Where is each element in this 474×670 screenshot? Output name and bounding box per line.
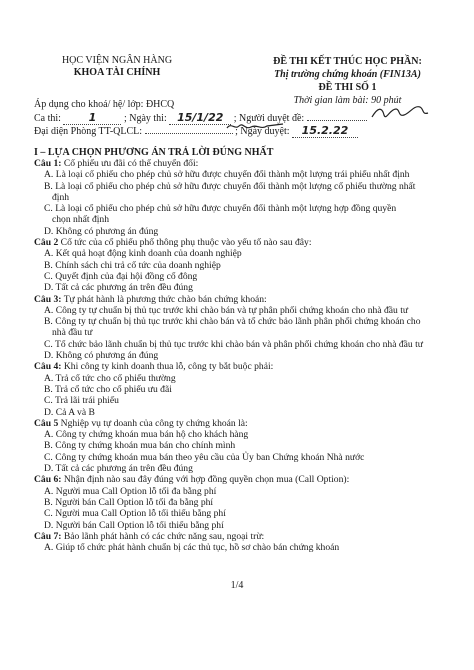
- approve-date-label: ; Ngày duyệt:: [235, 126, 290, 137]
- answer-option: D. Tất cả các phương án trên đều đúng: [44, 282, 193, 294]
- question-stem: [34, 531, 454, 542]
- course-name: Thị trường chứng khoán (FIN13A): [274, 69, 421, 80]
- answer-option: B. Người bán Call Option lỗ tối đa bằng phí: [44, 496, 214, 508]
- question-text: Tự phát hành là phương thức chào bán chứng khoán:: [63, 293, 267, 305]
- question-stem: [34, 237, 454, 248]
- approver-field: [307, 120, 367, 121]
- section-title: I – LỰA CHỌN PHƯƠNG ÁN TRẢ LỜI ĐÚNG NHẤT: [34, 147, 274, 158]
- question: [34, 294, 454, 362]
- answer-option: D. Cả A và B: [44, 406, 95, 418]
- question-list: [34, 158, 454, 553]
- exam-duration: Thời gian làm bài: 90 phút: [293, 95, 402, 106]
- answer-option: B. Công ty tự chuẩn bị thủ tục trước khi chào bán và tổ chức bảo lãnh phân phối chứng khoán cho: [44, 316, 421, 328]
- answer-option: B. Chính sách chi trả cổ tức của doanh nghiệp: [44, 259, 221, 271]
- approve-date-value: 15.2.22: [292, 125, 358, 138]
- answer-option: D. Không có phương án đúng: [44, 225, 159, 237]
- date-value: 15/1/22: [169, 112, 231, 125]
- question: [34, 474, 454, 530]
- exam-title: ĐỀ THI KẾT THÚC HỌC PHẦN:: [273, 56, 422, 67]
- question: [34, 531, 454, 554]
- question-text: Cổ tức của cổ phiếu phổ thông phụ thuộc vào yếu tố nào sau đây:: [60, 237, 312, 249]
- rep-signature: [225, 118, 285, 134]
- answer-option: A. Giúp tổ chức phát hành chuẩn bị các thủ tục, hồ sơ chào bán chứng khoán: [44, 542, 340, 554]
- faculty-name: KHOA TÀI CHÍNH: [73, 67, 161, 78]
- answer-option: C. Quyết định của đại hội đồng cổ đông: [44, 270, 198, 282]
- question-number: Câu 4:: [34, 361, 62, 373]
- answer-option: C. Công ty chứng khoán mua bán theo yêu cầu của Ủy ban Chứng khoán Nhà nước: [44, 451, 365, 463]
- header-left: [52, 55, 182, 79]
- question: [34, 158, 454, 237]
- shift-label: Ca thi:: [34, 113, 61, 124]
- answer-option: D. Tất cả các phương án trên đều đúng: [44, 463, 193, 475]
- answer-option: A. Công ty tự chuẩn bị thủ tục trước khi chào bán và tự phân phối chứng khoán cho nhà đầu tư: [44, 304, 409, 316]
- answer-option: A. Trả cổ tức cho cổ phiếu thường: [44, 372, 176, 384]
- question-text: Khi công ty kinh doanh thua lỗ, công ty bắt buộc phải:: [63, 361, 274, 373]
- question-stem: [34, 294, 454, 305]
- question-text: Nghiệp vụ tự doanh của công ty chứng khoán là:: [60, 417, 248, 429]
- answer-option: A. Người mua Call Option lỗ tối đa bằng phí: [44, 485, 217, 497]
- question: [34, 418, 454, 474]
- exam-number: ĐỀ THI SỐ 1: [318, 82, 377, 93]
- date-label: ; Ngày thi:: [123, 113, 167, 124]
- question: [34, 237, 454, 293]
- question-text: Bảo lãnh phát hành có các chức năng sau, ngoại trừ:: [63, 530, 265, 542]
- answer-option: B. Công ty chứng khoán mua bán cho chính mình: [44, 440, 236, 452]
- page-number: 1/4: [230, 580, 244, 591]
- answer-option: B. Là loại cổ phiếu cho phép chủ sở hữu được chuyển đổi thành một lượng cổ phiếu thường nhất: [44, 180, 416, 192]
- answer-option: C. Người mua Call Option lỗ tối thiểu bằng phí: [44, 508, 226, 520]
- header-right: [235, 55, 460, 107]
- question-number: Câu 6:: [34, 474, 62, 486]
- answer-option: C. Tổ chức bảo lãnh chuẩn bị thủ tục trước khi chào bán và phân phối chứng khoán cho nhà đầu tư: [44, 338, 423, 350]
- answer-option-continuation: chọn nhất định: [52, 214, 110, 226]
- question-number: Câu 7:: [34, 530, 62, 542]
- question-text: Nhận định nào sau đây đúng với hợp đồng quyền chọn mua (Call Option):: [63, 474, 350, 486]
- question-number: Câu 5: [34, 417, 59, 429]
- question-number: Câu 3:: [34, 293, 62, 305]
- answer-option: A. Là loại cổ phiếu cho phép chủ sở hữu được chuyển đổi thành một lượng trái phiếu nhất định: [44, 169, 410, 181]
- applies-to-line: Áp dụng cho khoá/ hệ/ lớp: ĐHCQ: [34, 99, 175, 110]
- approver-label: ; Người duyệt đề:: [233, 113, 305, 124]
- answer-option: D. Không có phương án đúng: [44, 350, 159, 362]
- question-stem: [34, 158, 454, 169]
- answer-option: C. Trả lãi trái phiếu: [44, 395, 119, 407]
- question-number: Câu 1:: [34, 158, 62, 169]
- answer-option: B. Trả cổ tức cho cổ phiếu ưu đãi: [44, 383, 172, 395]
- approver-signature: [370, 103, 430, 123]
- question-text: Cổ phiếu ưu đãi có thể chuyển đổi:: [63, 158, 199, 169]
- rep-field: [145, 133, 233, 134]
- shift-value: 1: [63, 112, 121, 125]
- question: [34, 361, 454, 417]
- question-stem: [34, 474, 454, 485]
- answer-option-continuation: nhà đầu tư: [52, 327, 93, 339]
- answer-option: C. Là loại cổ phiếu cho phép chủ sở hữu được chuyển đổi thành một lượng hợp đồng quyền: [44, 203, 397, 215]
- question-number: Câu 2: [34, 237, 59, 249]
- institution-name: HỌC VIỆN NGÂN HÀNG: [61, 55, 173, 66]
- answer-option-continuation: định: [52, 191, 70, 203]
- rep-line: [34, 125, 358, 138]
- answer-option: A. Công ty chứng khoán mua bán hộ cho khách hàng: [44, 429, 249, 441]
- question-stem: [34, 361, 454, 372]
- answer-option: A. Kết quả hoạt động kinh doanh của doanh nghiệp: [44, 248, 242, 260]
- answer-option: D. Người bán Call Option lỗ tối thiểu bằng phí: [44, 519, 224, 531]
- rep-label: Đại diện Phòng TT-QLCL:: [34, 126, 143, 137]
- question-stem: [34, 418, 454, 429]
